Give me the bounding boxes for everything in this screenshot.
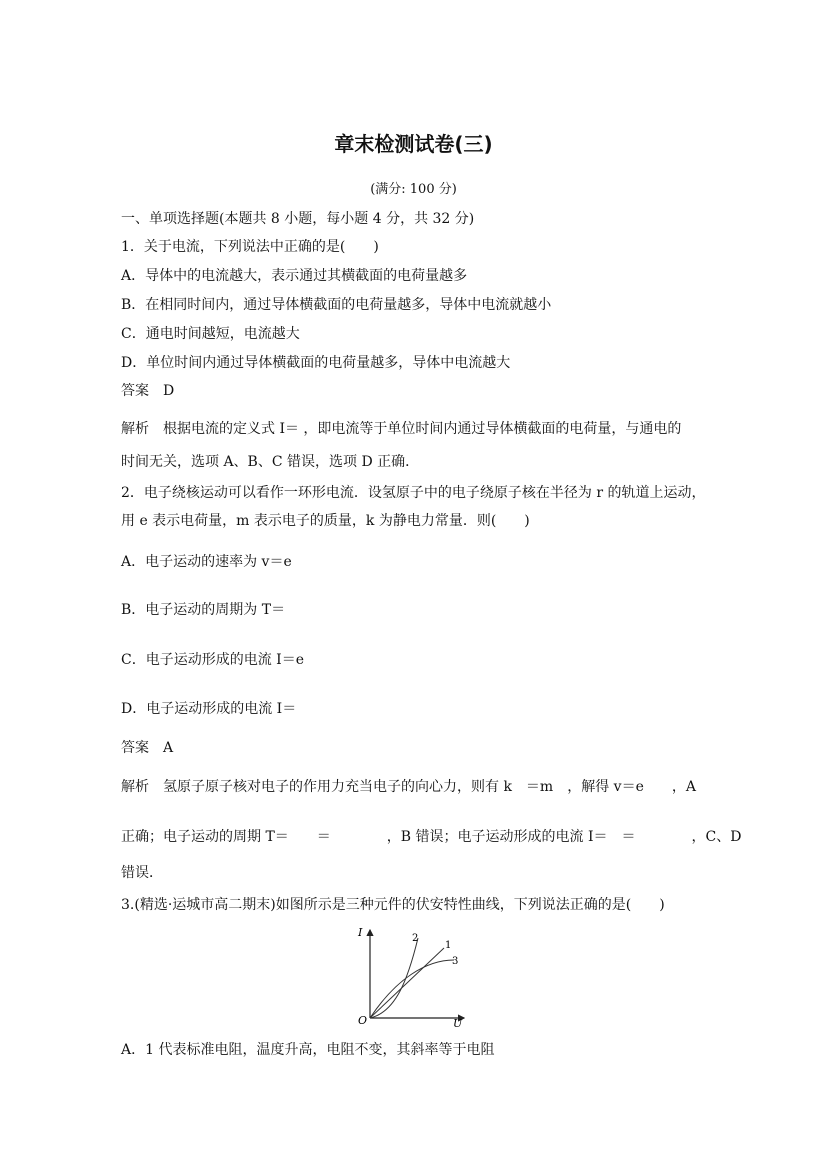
q2-analysis-line2: 正确；电子运动的周期 T＝ ＝ ，B 错误；电子运动形成的电流 I＝ ＝ ，C、D xyxy=(121,829,742,845)
analysis-text: 氢原子原子核对电子的作用力充当电子的向心力，则有 k ＝m ，解得 v＝e ，A xyxy=(163,779,696,795)
q1-analysis-line2: 时间无关，选项 A、B、C 错误，选项 D 正确． xyxy=(121,454,420,470)
x-axis-label: U xyxy=(453,1017,463,1028)
answer-value: D xyxy=(163,383,175,399)
q2-answer xyxy=(121,739,173,757)
curve-1 xyxy=(370,948,444,1018)
analysis-label: 解析 xyxy=(121,421,149,437)
q2-analysis-line1 xyxy=(121,778,696,796)
y-axis-label: I xyxy=(358,926,363,939)
q1-stem: 1．关于电流，下列说法中正确的是( ) xyxy=(121,239,379,255)
q1-option-b: B．在相同时间内，通过导体横截面的电荷量越多，导体中电流就越小 xyxy=(121,297,552,313)
curve-2 xyxy=(370,938,418,1018)
analysis-text: 根据电流的定义式 I＝ ，即电流等于单位时间内通过导体横截面的电荷量，与通电的 xyxy=(163,421,682,437)
answer-label: 答案 xyxy=(121,740,149,756)
q1-option-c: C．通电时间越短，电流越大 xyxy=(121,326,300,342)
curve-2-label: 2 xyxy=(412,933,419,944)
curve-3 xyxy=(370,960,454,1018)
q2-option-c: C．电子运动形成的电流 I＝e xyxy=(121,652,304,668)
q3-option-a: A．1 代表标准电阻，温度升高，电阻不变，其斜率等于电阻 xyxy=(121,1042,495,1058)
q1-option-d: D．单位时间内通过导体横截面的电荷量越多，导体中电流越大 xyxy=(121,355,511,371)
analysis-label: 解析 xyxy=(121,779,149,795)
q1-answer xyxy=(121,382,174,400)
answer-label: 答案 xyxy=(121,383,149,399)
iv-characteristic-figure xyxy=(356,924,476,1028)
page-title: 章末检测试卷(三) xyxy=(334,132,493,156)
answer-value: A xyxy=(163,740,174,756)
q3-stem: 3.(精选·运城市高二期末)如图所示是三种元件的伏安特性曲线，下列说法正确的是( ) xyxy=(121,897,665,913)
score-subtitle: (满分: 100 分) xyxy=(370,182,457,197)
q2-option-b: B．电子运动的周期为 T＝ xyxy=(121,602,286,618)
q2-option-a: A．电子运动的速率为 v＝e xyxy=(121,554,292,570)
q2-stem-line1: 2．电子绕核运动可以看作一环形电流．设氢原子中的电子绕原子核在半径为 r 的轨道上运动， xyxy=(121,485,706,501)
section-heading: 一、单项选择题(本题共 8 小题，每小题 4 分，共 32 分) xyxy=(121,211,475,227)
q2-option-d: D．电子运动形成的电流 I＝ xyxy=(121,701,297,717)
q2-analysis-line3: 错误． xyxy=(121,865,163,881)
curve-1-label: 1 xyxy=(445,940,452,951)
q1-option-a: A．导体中的电流越大，表示通过其横截面的电荷量越多 xyxy=(121,268,468,284)
q2-stem-line2: 用 e 表示电荷量，m 表示电子的质量，k 为静电力常量．则( ) xyxy=(121,513,530,529)
curve-3-label: 3 xyxy=(452,956,459,967)
q1-analysis-line1 xyxy=(121,420,681,438)
origin-label: O xyxy=(358,1014,368,1027)
